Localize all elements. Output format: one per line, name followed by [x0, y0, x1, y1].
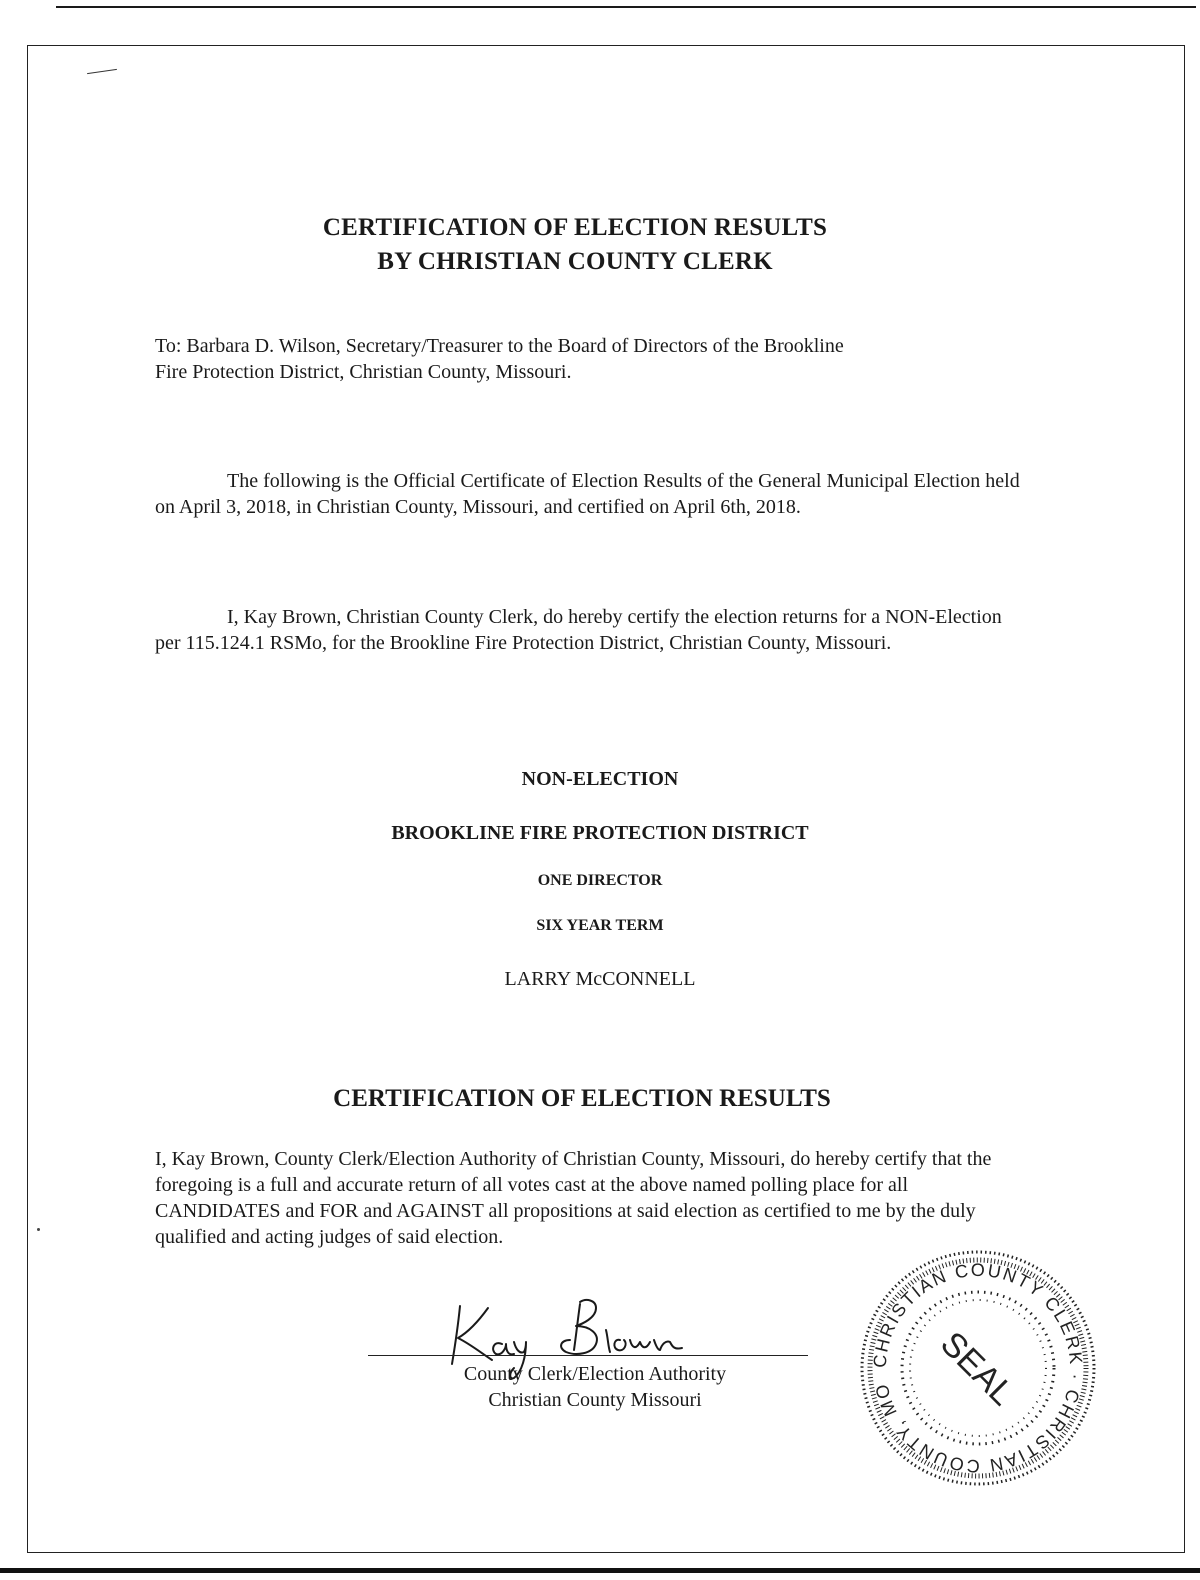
county-clerk-seal	[858, 1248, 1098, 1488]
signature-title-line2: Christian County Missouri	[488, 1389, 702, 1411]
race-term: SIX YEAR TERM	[536, 917, 664, 934]
scan-artifact-dot	[37, 1228, 40, 1231]
race-office: ONE DIRECTOR	[537, 872, 663, 889]
race-type: NON-ELECTION	[521, 768, 679, 790]
candidate-name: LARRY McCONNELL	[504, 968, 696, 990]
scan-top-edge	[56, 6, 1196, 8]
addressee-line2: Fire Protection District, Christian County, Missouri.	[155, 361, 572, 383]
signature-title-line1: County Clerk/Election Authority	[463, 1363, 727, 1385]
certification-heading: CERTIFICATION OF ELECTION RESULTS	[333, 1085, 831, 1112]
race-district: BROOKLINE FIRE PROTECTION DISTRICT	[391, 822, 809, 844]
seal-center-text: SEAL	[933, 1324, 1022, 1413]
signature-name-text: Kay Brown	[580, 1298, 585, 1299]
addressee-line1: To: Barbara D. Wilson, Secretary/Treasurer to the Board of Directors of the Brookline	[155, 335, 844, 357]
scan-bottom-edge	[0, 1568, 1200, 1573]
intro-paragraph: The following is the Official Certificate of Election Results of the General Municipal Election held on April 3, 2018, in Christian County, Missouri, and certified on April 6th, 2018.	[155, 470, 1020, 518]
document-title-line2: BY CHRISTIAN COUNTY CLERK	[377, 248, 773, 275]
document-title-line1: CERTIFICATION OF ELECTION RESULTS	[322, 214, 828, 241]
certify-paragraph: I, Kay Brown, Christian County Clerk, do hereby certify the election returns for a NON-Election per 115.124.1 RSMo, for the Brookline Fire Protection District, Christian County, Missouri.	[155, 606, 1002, 654]
seal-outer-text: CHRISTIAN COUNTY CLERK · CHRISTIAN COUNTY, MO	[869, 1259, 1087, 1477]
signature-line	[368, 1355, 808, 1356]
certification-body: I, Kay Brown, County Clerk/Election Authority of Christian County, Missouri, do hereby certify that the foregoing is a full and accurate return of all votes cast at the above named polling place for all CANDIDATES and FOR and AGAINST all propositions at said election as certified to me by the duly qualified and acting judges of said election.	[155, 1148, 992, 1248]
